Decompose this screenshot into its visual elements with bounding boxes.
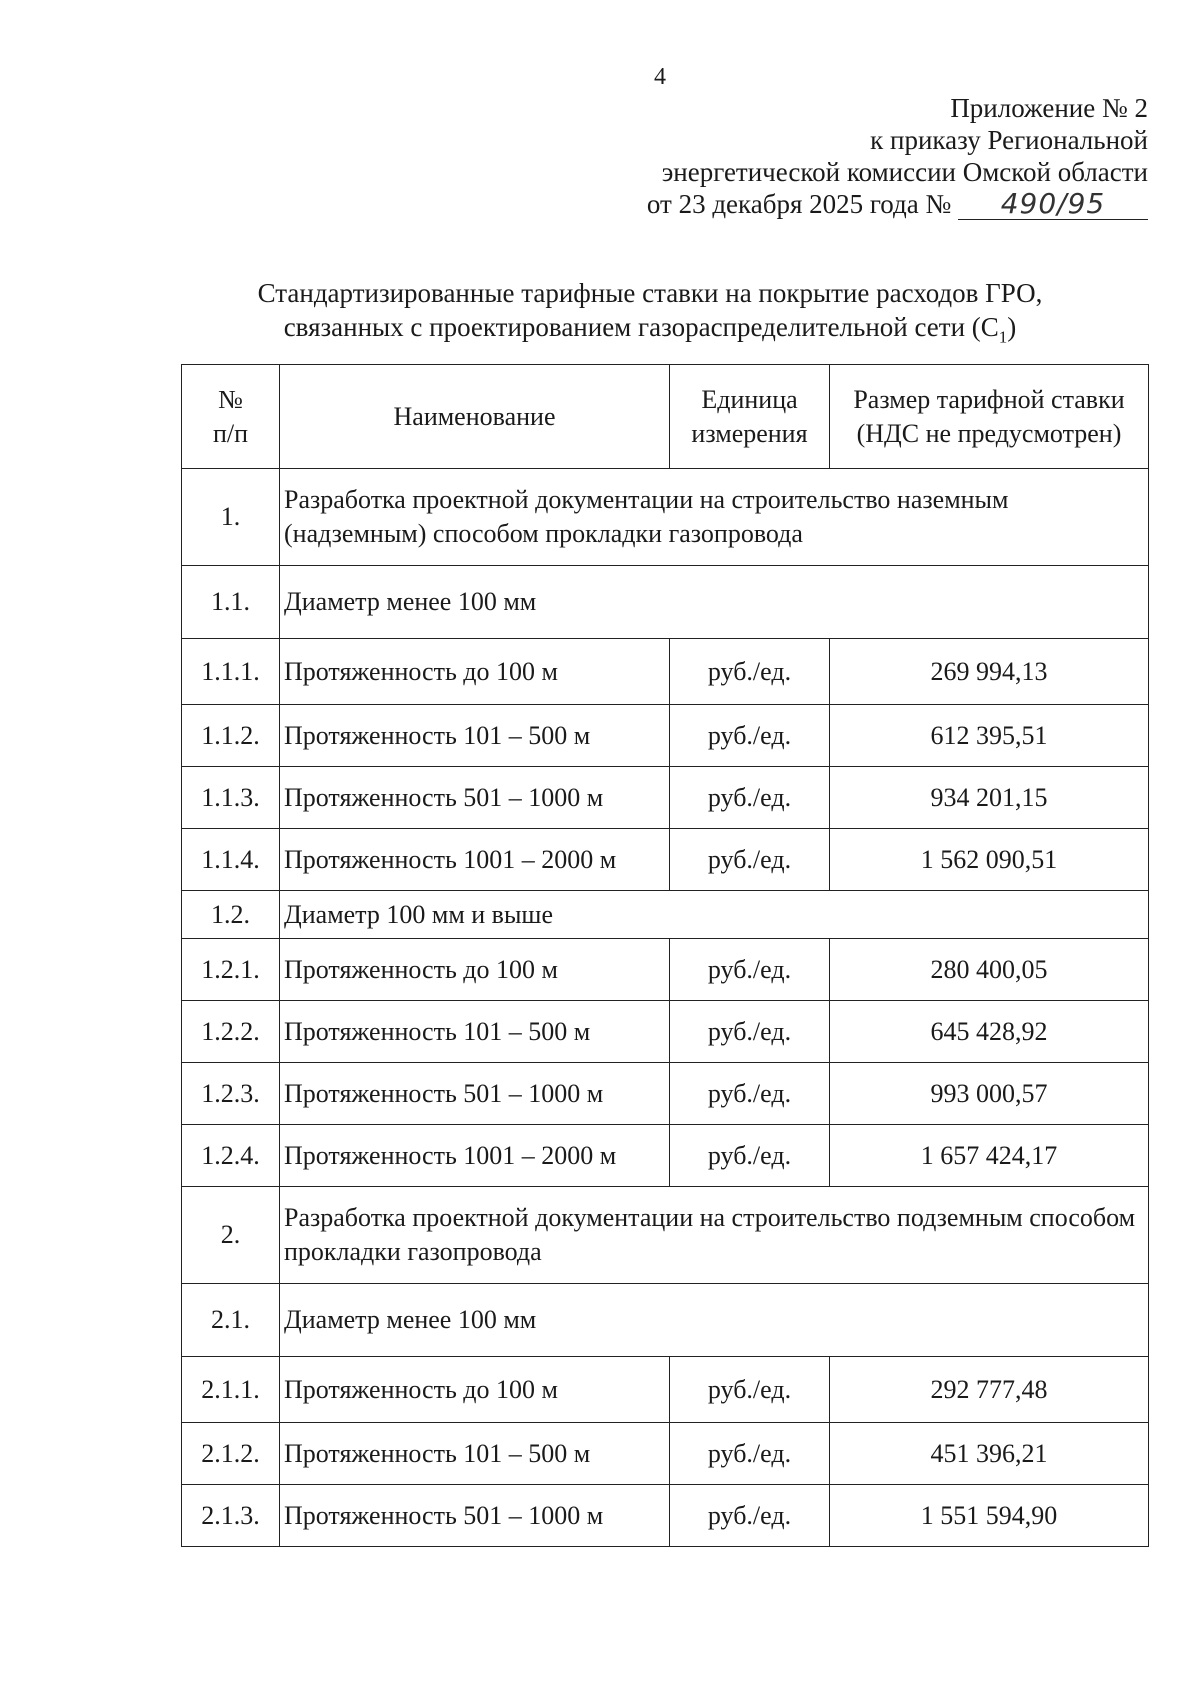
appendix-header — [647, 92, 1148, 220]
row-unit: руб./ед. — [670, 1063, 830, 1125]
section-title: Разработка проектной документации на строительство подземным способом прокладки газопровода — [280, 1187, 1149, 1284]
header-unit-line-1: Единица — [701, 384, 798, 414]
table-row — [182, 639, 1149, 705]
row-num: 2.1.3. — [182, 1485, 280, 1547]
row-value: 934 201,15 — [830, 767, 1149, 829]
header-value-line-1: Размер тарифной ставки — [853, 384, 1125, 414]
header-value — [830, 365, 1149, 469]
row-name: Протяженность 101 – 500 м — [280, 1001, 670, 1063]
page-number: 4 — [654, 64, 666, 90]
row-unit: руб./ед. — [670, 1423, 830, 1485]
row-value: 1 657 424,17 — [830, 1125, 1149, 1187]
row-num: 1.1.4. — [182, 829, 280, 891]
row-name: Протяженность 1001 – 2000 м — [280, 829, 670, 891]
row-num: 1.1.3. — [182, 767, 280, 829]
row-value: 993 000,57 — [830, 1063, 1149, 1125]
row-name: Протяженность 501 – 1000 м — [280, 1063, 670, 1125]
table-row — [182, 829, 1149, 891]
row-value: 645 428,92 — [830, 1001, 1149, 1063]
header-num-line-2: п/п — [212, 418, 249, 448]
title-line-2 — [160, 310, 1140, 354]
row-name: Протяженность 101 – 500 м — [280, 705, 670, 767]
table-header-row — [182, 365, 1149, 469]
row-unit: руб./ед. — [670, 1001, 830, 1063]
row-num: 1. — [182, 469, 280, 566]
row-name: Протяженность 501 – 1000 м — [280, 1485, 670, 1547]
table-row — [182, 566, 1149, 639]
row-value: 280 400,05 — [830, 939, 1149, 1001]
row-unit: руб./ед. — [670, 767, 830, 829]
row-name: Протяженность до 100 м — [280, 939, 670, 1001]
title-subscript: 1 — [998, 327, 1008, 347]
table-row — [182, 1357, 1149, 1423]
header-num-line-1: № — [218, 384, 243, 414]
row-value: 292 777,48 — [830, 1357, 1149, 1423]
tariff-table — [181, 364, 1149, 1547]
row-unit: руб./ед. — [670, 705, 830, 767]
table-row — [182, 767, 1149, 829]
row-unit: руб./ед. — [670, 829, 830, 891]
table-row — [182, 1001, 1149, 1063]
row-num: 1.1.2. — [182, 705, 280, 767]
row-num: 2. — [182, 1187, 280, 1284]
header-unit-line-2: измерения — [691, 418, 808, 448]
table-row — [182, 891, 1149, 939]
order-date: от 23 декабря 2025 года № — [646, 189, 952, 219]
title-line-1: Стандартизированные тарифные ставки на покрытие расходов ГРО, — [257, 278, 1043, 308]
order-number-handwritten: 490/95 — [958, 189, 1148, 220]
table-row — [182, 939, 1149, 1001]
row-num: 1.2.4. — [182, 1125, 280, 1187]
row-name: Протяженность 501 – 1000 м — [280, 767, 670, 829]
table-row — [182, 1125, 1149, 1187]
table-row — [182, 1485, 1149, 1547]
row-num: 1.2.1. — [182, 939, 280, 1001]
row-name: Протяженность до 100 м — [280, 639, 670, 705]
row-num: 1.2.2. — [182, 1001, 280, 1063]
row-num: 1.1. — [182, 566, 280, 639]
document-title — [160, 276, 1140, 354]
appendix-line-2: к приказу Региональной — [870, 125, 1148, 155]
subsection-title: Диаметр 100 мм и выше — [280, 891, 1149, 939]
row-unit: руб./ед. — [670, 939, 830, 1001]
table-row — [182, 705, 1149, 767]
row-name: Протяженность 101 – 500 м — [280, 1423, 670, 1485]
appendix-line-4 — [647, 188, 1148, 220]
row-value: 612 395,51 — [830, 705, 1149, 767]
subsection-title: Диаметр менее 100 мм — [280, 566, 1149, 639]
section-title: Разработка проектной документации на строительство наземным (надземным) способом прокладки газопровода — [280, 469, 1149, 566]
table-row — [182, 1423, 1149, 1485]
row-unit: руб./ед. — [670, 1125, 830, 1187]
row-num: 1.2. — [182, 891, 280, 939]
header-num — [182, 365, 280, 469]
row-num: 2.1. — [182, 1284, 280, 1357]
row-value: 269 994,13 — [830, 639, 1149, 705]
table-row — [182, 1284, 1149, 1357]
table-row — [182, 1187, 1149, 1284]
row-num: 1.2.3. — [182, 1063, 280, 1125]
row-value: 1 551 594,90 — [830, 1485, 1149, 1547]
title-line-2-end: ) — [1007, 312, 1017, 342]
title-line-2-text: связанных с проектированием газораспределительной сети (С — [283, 312, 999, 342]
appendix-line-3: энергетической комиссии Омской области — [661, 157, 1148, 187]
row-value: 451 396,21 — [830, 1423, 1149, 1485]
row-value: 1 562 090,51 — [830, 829, 1149, 891]
header-unit — [670, 365, 830, 469]
row-name: Протяженность до 100 м — [280, 1357, 670, 1423]
table-row — [182, 469, 1149, 566]
row-num: 1.1.1. — [182, 639, 280, 705]
subsection-title: Диаметр менее 100 мм — [280, 1284, 1149, 1357]
row-unit: руб./ед. — [670, 639, 830, 705]
header-name: Наименование — [280, 365, 670, 469]
row-unit: руб./ед. — [670, 1357, 830, 1423]
row-unit: руб./ед. — [670, 1485, 830, 1547]
row-name: Протяженность 1001 – 2000 м — [280, 1125, 670, 1187]
row-num: 2.1.2. — [182, 1423, 280, 1485]
appendix-line-1: Приложение № 2 — [950, 93, 1148, 123]
table-row — [182, 1063, 1149, 1125]
header-value-line-2: (НДС не предусмотрен) — [856, 418, 1122, 448]
row-num: 2.1.1. — [182, 1357, 280, 1423]
